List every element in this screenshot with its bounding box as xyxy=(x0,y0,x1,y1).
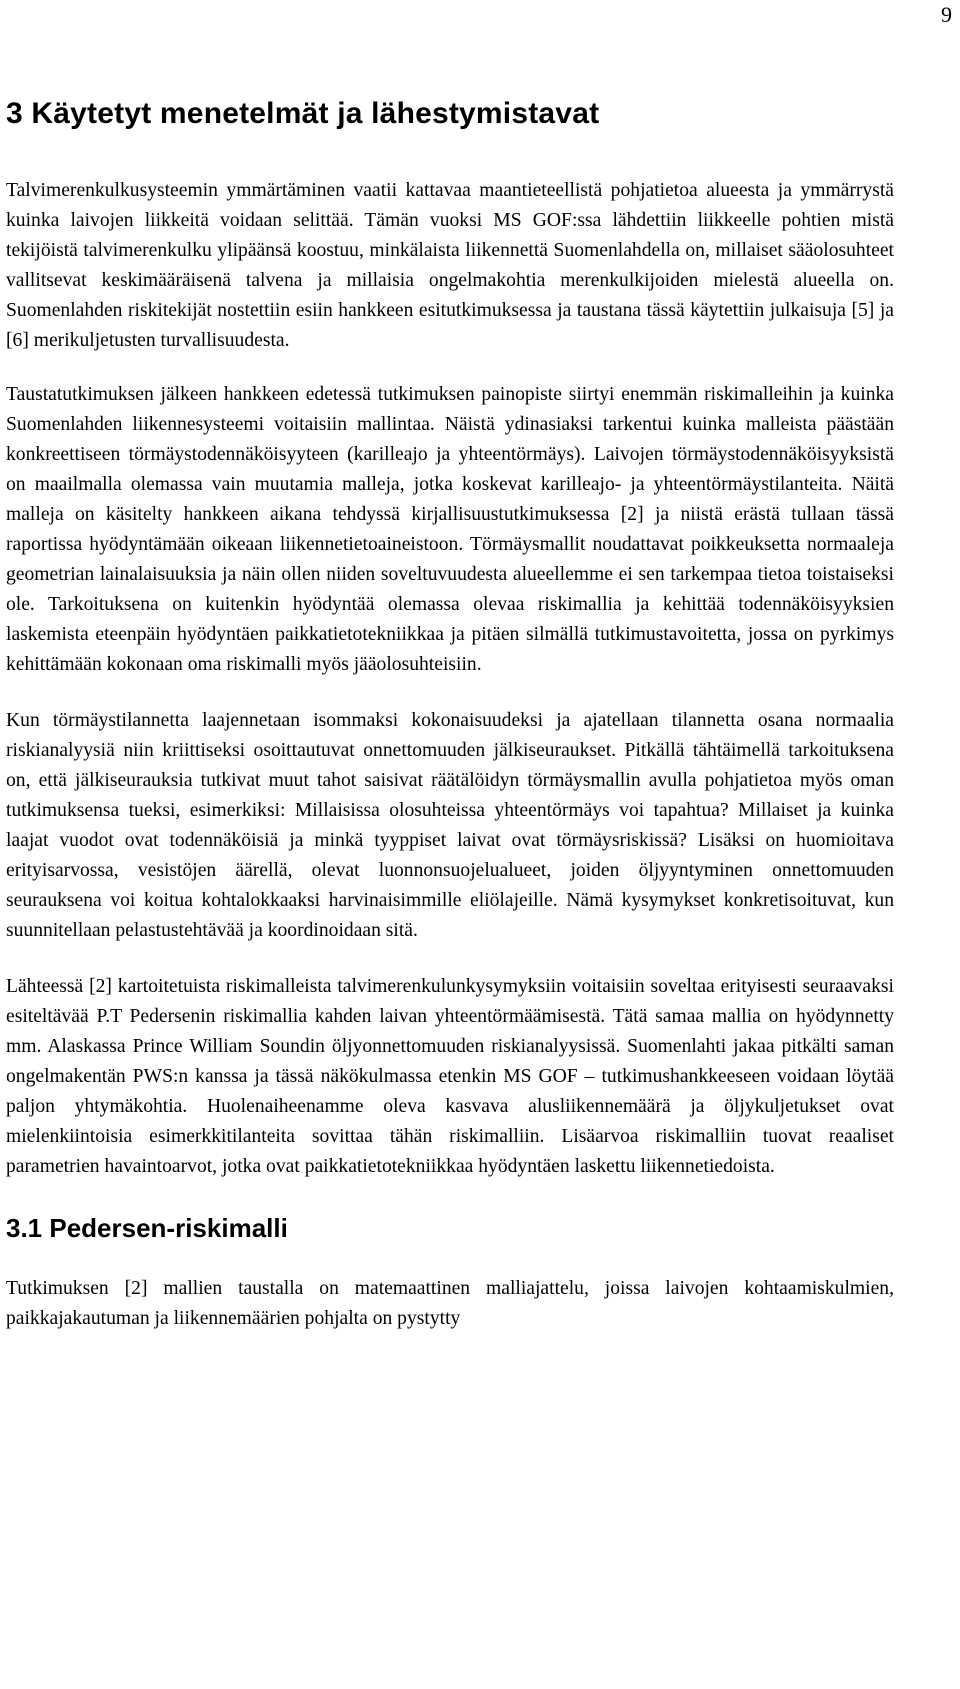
document-body xyxy=(6,96,894,1334)
subsection-heading: 3.1 Pedersen-riskimalli xyxy=(6,1213,288,1243)
paragraph-2: Taustatutkimuksen jälkeen hankkeen edetessä tutkimuksen painopiste siirtyi enemmän riskimalleihin ja kuinka Suomenlahden liikennesysteemi voitaisiin mallintaa. Näistä ydinasiaksi tarkentui kuinka malleista päästään konkreettiseen törmäystodennäköisyyteen (karilleajo ja yhteentörmäys). Laivojen törmäystodennäköisyyksistä on maailmalla olemassa vain muutamia malleja, jotka koskevat karilleajo- ja yhteentörmäystilanteita. Näitä malleja on käsitelty hankkeen aikana tehdyssä kirjallisuustutkimuksessa [2] ja niistä erästä tullaan tässä raportissa hyödyntämään oikeaan liikennetietoaineistoon. Törmäysmallit noudattavat poikkeuksetta normaaleja geometrian lainalaisuuksia ja näin ollen niiden soveltuvuudesta alueellemme ei sen tarkempaa tietoa toistaiseksi ole. Tarkoituksena on kuitenkin hyödyntää olemassa olevaa riskimallia ja kehittää todennäköisyyksien laskemista eteenpäin hyödyntäen paikkatietotekniikkaa ja pitäen silmällä tutkimustavoitetta, jossa on pyrkimys kehittämään kokonaan oma riskimalli myös jääolosuhteisiin. xyxy=(6,384,894,675)
section-heading: 3 Käytetyt menetelmät ja lähestymistavat xyxy=(6,97,600,130)
paragraph-4: Lähteessä [2] kartoitetuista riskimalleista talvimerenkulunkysymyksiin voitaisiin soveltaa erityisesti seuraavaksi esiteltävää P.T Pedersenin riskimallia kahden laivan yhteentörmäämisestä. Tätä samaa mallia on hyödynnetty mm. Alaskassa Prince William Soundin öljyonnettomuuden riskianalyysissä. Suomenlahti jakaa pitkälti saman ongelmakentän PWS:n kanssa ja tässä näkökulmassa etenkin MS GOF – tutkimushankkeeseen voidaan löytää paljon yhtymäkohtia. Huolenaiheenamme oleva kasvava alusliikennemäärä ja öljykuljetukset ovat mielenkiintoisia esimerkkitilanteita sovittaa tähän riskimalliin. Lisäarvoa riskimalliin tuovat reaaliset parametrien havaintoarvot, jotka ovat paikkatietotekniikkaa hyödyntäen laskettu liikennetiedoista. xyxy=(6,976,894,1177)
subsection-paragraph: Tutkimuksen [2] mallien taustalla on matemaattinen malliajattelu, joissa laivojen kohtaamiskulmien, paikkajakautuman ja liikennemäärien pohjalta on pystytty xyxy=(6,1278,894,1329)
paragraph-1: Talvimerenkulkusysteemin ymmärtäminen vaatii kattavaa maantieteellistä pohjatietoa alueesta ja ymmärrystä kuinka laivojen liikkeitä voidaan selittää. Tämän vuoksi MS GOF:ssa lähdettiin liikkeelle pohtien mistä tekijöistä talvimerenkulku ylipäänsä koostuu, minkälaista liikennettä Suomenlahdella on, millaiset sääolosuhteet vallitsevat keskimääräisenä talvena ja millaisia ongelmakohtia merenkulkijoiden mielestä alueella on. Suomenlahden riskitekijät nostettiin esiin hankkeen esitutkimuksessa ja taustana tässä käytettiin julkaisuja [5] ja [6] merikuljetusten turvallisuudesta. xyxy=(6,180,894,351)
paragraph-3: Kun törmäystilannetta laajennetaan isommaksi kokonaisuudeksi ja ajatellaan tilannetta osana normaalia riskianalyysiä niin kriittiseksi osoittautuvat onnettomuuden jälkiseuraukset. Pitkällä tähtäimellä tarkoituksena on, että jälkiseurauksia tutkivat muut tahot saisivat räätälöidyn törmäysmallin avulla pohjatietoa myös oman tutkimuksensa tueksi, esimerkiksi: Millaisissa olosuhteissa yhteentörmäys voi tapahtua? Millaiset ja kuinka laajat vuodot ovat todennäköisiä ja minkä tyyppiset laivat ovat törmäysriskissä? Lisäksi on huomioitava erityisarvossa, vesistöjen äärellä, olevat luonnonsuojelualueet, joiden öljyyntyminen onnettomuuden seurauksena voi koitua kohtalokkaaksi harvinaisimmille eliölajeille. Nämä kysymykset konkretisoituvat, kun suunnitellaan pelastustehtävää ja koordinoidaan sitä. xyxy=(6,710,894,941)
page-number: 9 xyxy=(941,2,952,27)
